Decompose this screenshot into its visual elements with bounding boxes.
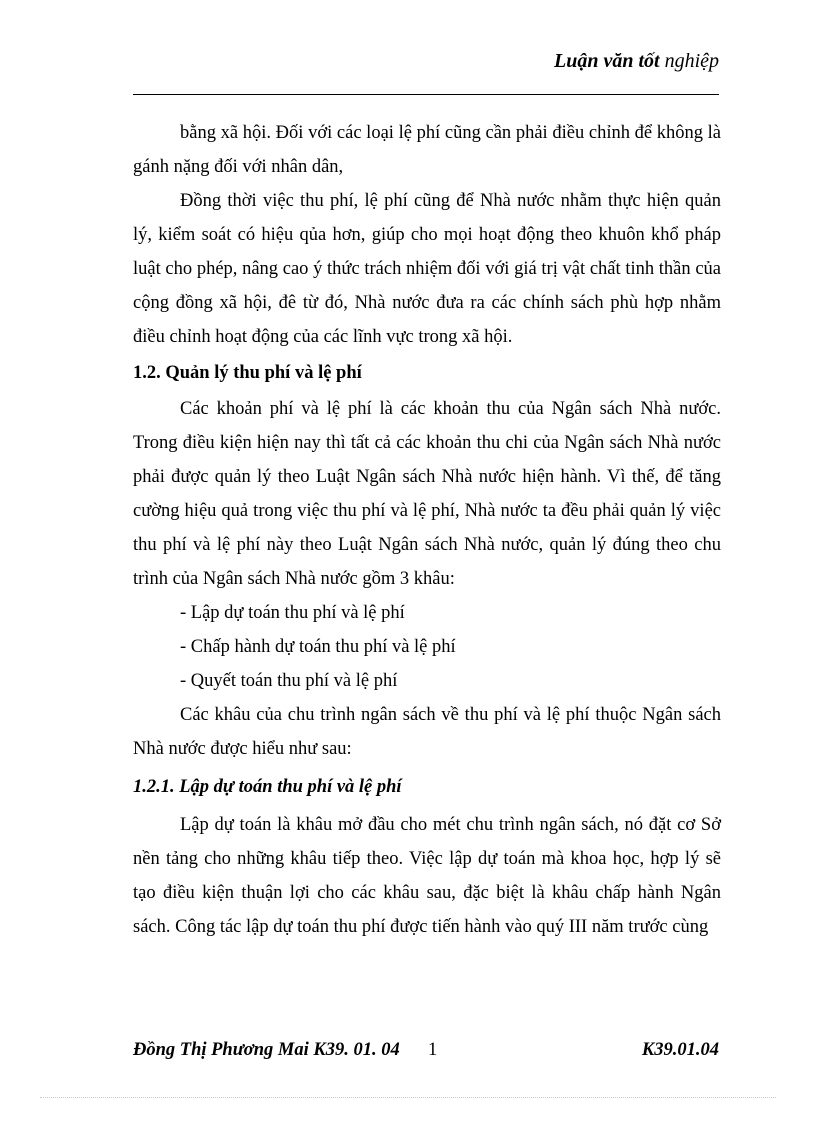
section-heading-1-2: 1.2. Quản lý thu phí và lệ phí: [133, 363, 362, 383]
page-footer: [133, 1036, 719, 1066]
paragraph-3: Các khoản phí và lệ phí là các khoản thu của Ngân sách Nhà nước. Trong điều kiện hiện nay thì tất cả các khoản thu chi của Ngân sách Nhà nước phải được quản lý theo Luật Ngân sách Nhà nước hiện hành. Vì thế, để tăng cường hiệu quả trong việc thu phí và lệ phí, Nhà nước ta đều phải quản lý việc thu phí và lệ phí này theo Luật Ngân sách Nhà nước, quản lý đúng theo chu trình của Ngân sách Nhà nước gồm 3 khâu:: [133, 399, 721, 589]
footer-code: K39.01.04: [641, 1040, 719, 1060]
footer-page-number: 1: [428, 1040, 438, 1060]
list-item: - Lập dự toán thu phí và lệ phí: [180, 603, 405, 623]
section-heading-1-2-1: 1.2.1. Lập dự toán thu phí và lệ phí: [133, 777, 402, 797]
list-item: - Quyết toán thu phí và lệ phí: [180, 671, 398, 691]
header-title-bold: Luận văn tốt: [553, 50, 660, 72]
paragraph-1: bằng xã hội. Đối với các loại lệ phí cũng cần phải điều chỉnh để không là gánh nặng đối với nhân dân,: [133, 123, 721, 177]
header-title-rest: nghiệp: [659, 50, 719, 72]
footer-author: Đồng Thị Phương Mai K39. 01. 04: [133, 1040, 400, 1060]
page-bottom-divider: [40, 1097, 776, 1098]
document-body: [133, 116, 721, 944]
page-header: [133, 46, 719, 95]
list-item: - Chấp hành dự toán thu phí và lệ phí: [180, 637, 456, 657]
paragraph-2: Đồng thời việc thu phí, lệ phí cũng để Nhà nước nhằm thực hiện quản lý, kiểm soát có hiệu qủa hơn, giúp cho mọi hoạt động theo khuôn khổ pháp luật cho phép, nâng cao ý thức trách nhiệm đối với giá trị vật chất tinh thần của cộng đồng xã hội, đê từ đó, Nhà nước đưa ra các chính sách phù hợp nhằm điều chỉnh hoạt động của các lĩnh vực trong xã hội.: [133, 191, 721, 347]
paragraph-4: Các khâu của chu trình ngân sách về thu phí và lệ phí thuộc Ngân sách Nhà nước được hiểu như sau:: [133, 705, 721, 759]
header-title: [554, 50, 719, 73]
paragraph-5: Lập dự toán là khâu mở đầu cho mét chu trình ngân sách, nó đặt cơ Sở nền tảng cho những khâu tiếp theo. Việc lập dự toán mà khoa học, hợp lý sẽ tạo điều kiện thuận lợi cho các khâu sau, đặc biệt là khâu chấp hành Ngân sách. Công tác lập dự toán thu phí được tiến hành vào quý III năm trước cùng: [133, 815, 721, 937]
